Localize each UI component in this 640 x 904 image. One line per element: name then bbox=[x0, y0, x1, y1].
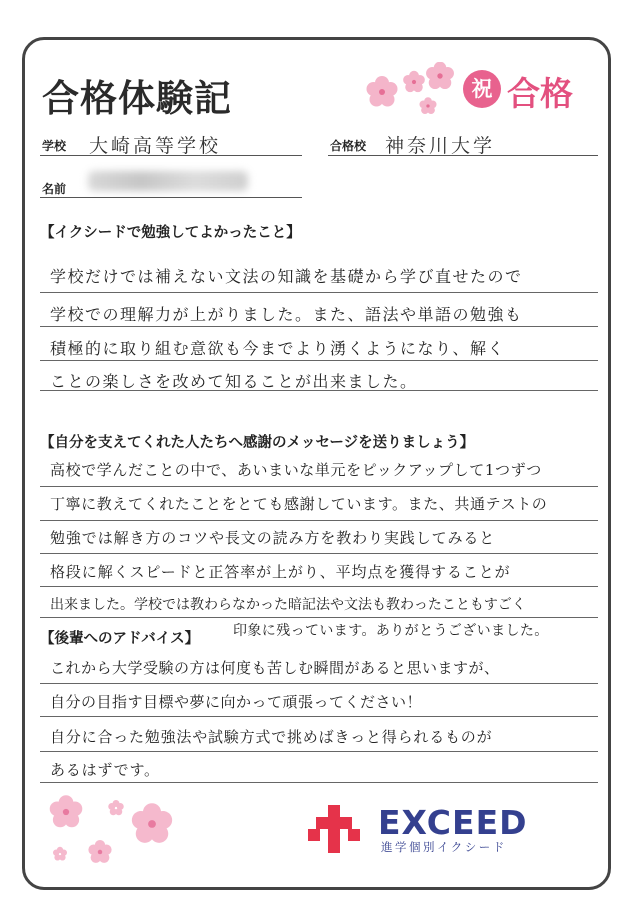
sakura-decoration-top-icon bbox=[362, 62, 462, 122]
ruled-line bbox=[40, 390, 598, 391]
section1-line: 学校だけでは補えない文法の知識を基礎から学び直せたので bbox=[50, 267, 523, 286]
ruled-line bbox=[40, 553, 598, 554]
school-label: 学校 bbox=[42, 139, 67, 153]
ruled-line bbox=[40, 617, 598, 618]
exceed-logo-subtitle: 進学個別イクシード bbox=[381, 840, 507, 854]
section2-line: 格段に解くスピードと正答率が上がり、平均点を獲得することが bbox=[50, 563, 511, 581]
pass-school-value: 神奈川大学 bbox=[385, 135, 496, 157]
section2-line: 印象に残っています。ありがとうございました。 bbox=[233, 623, 549, 639]
pass-school-label: 合格校 bbox=[330, 139, 367, 153]
section-heading-good-points: 【イクシードで勉強してよかったこと】 bbox=[40, 225, 301, 241]
section3-line: これから大学受験の方は何度も苦しむ瞬間があると思いますが、 bbox=[50, 659, 500, 677]
exceed-logo-text: EXCEED bbox=[378, 803, 528, 842]
iwai-badge: 祝 bbox=[463, 70, 501, 108]
gokaku-label: 合格 bbox=[507, 74, 573, 113]
ruled-line bbox=[40, 683, 598, 684]
section-heading-advice: 【後輩へのアドバイス】 bbox=[40, 631, 200, 647]
ruled-line bbox=[40, 326, 598, 327]
section2-line: 高校で学んだことの中で、あいまいな単元をピックアップして1つずつ bbox=[50, 461, 542, 479]
ruled-line bbox=[40, 292, 598, 293]
name-label: 名前 bbox=[42, 182, 67, 196]
name-underline bbox=[40, 197, 302, 198]
ruled-line bbox=[40, 486, 598, 487]
school-value: 大崎高等学校 bbox=[89, 135, 222, 157]
ruled-line bbox=[40, 751, 598, 752]
ruled-line bbox=[40, 360, 598, 361]
redacted-name bbox=[88, 171, 248, 191]
section1-line: 学校での理解力が上がりました。また、語法や単語の勉強も bbox=[50, 305, 523, 324]
section3-line: あるはずです。 bbox=[50, 761, 160, 779]
exceed-cross-icon bbox=[306, 803, 362, 859]
section2-line: 出来ました。学校では教わらなかった暗記法や文法も教わったこともすごく bbox=[50, 597, 526, 613]
ruled-line bbox=[40, 586, 598, 587]
ruled-line bbox=[40, 520, 598, 521]
school-underline bbox=[40, 155, 302, 156]
section3-line: 自分に合った勉強法や試験方式で挑めばきっと得られるものが bbox=[50, 728, 493, 746]
section1-line: 積極的に取り組む意欲も今までより湧くようになり、解く bbox=[50, 339, 506, 358]
section2-line: 丁寧に教えてくれたことをとても感謝しています。また、共通テストの bbox=[50, 495, 548, 513]
ruled-line bbox=[40, 716, 598, 717]
sakura-decoration-bottom-icon bbox=[40, 790, 190, 876]
pass-school-underline bbox=[328, 155, 598, 156]
section2-line: 勉強では解き方のコツや長文の読み方を教わり実践してみると bbox=[50, 529, 496, 547]
section-heading-thanks: 【自分を支えてくれた人たちへ感謝のメッセージを送りましょう】 bbox=[40, 435, 475, 451]
ruled-line bbox=[40, 782, 598, 783]
section3-line: 自分の目指す目標や夢に向かって頑張ってください！ bbox=[50, 693, 423, 711]
page-title: 合格体験記 bbox=[42, 77, 232, 120]
section1-line: ことの楽しさを改めて知ることが出来ました。 bbox=[50, 372, 418, 391]
